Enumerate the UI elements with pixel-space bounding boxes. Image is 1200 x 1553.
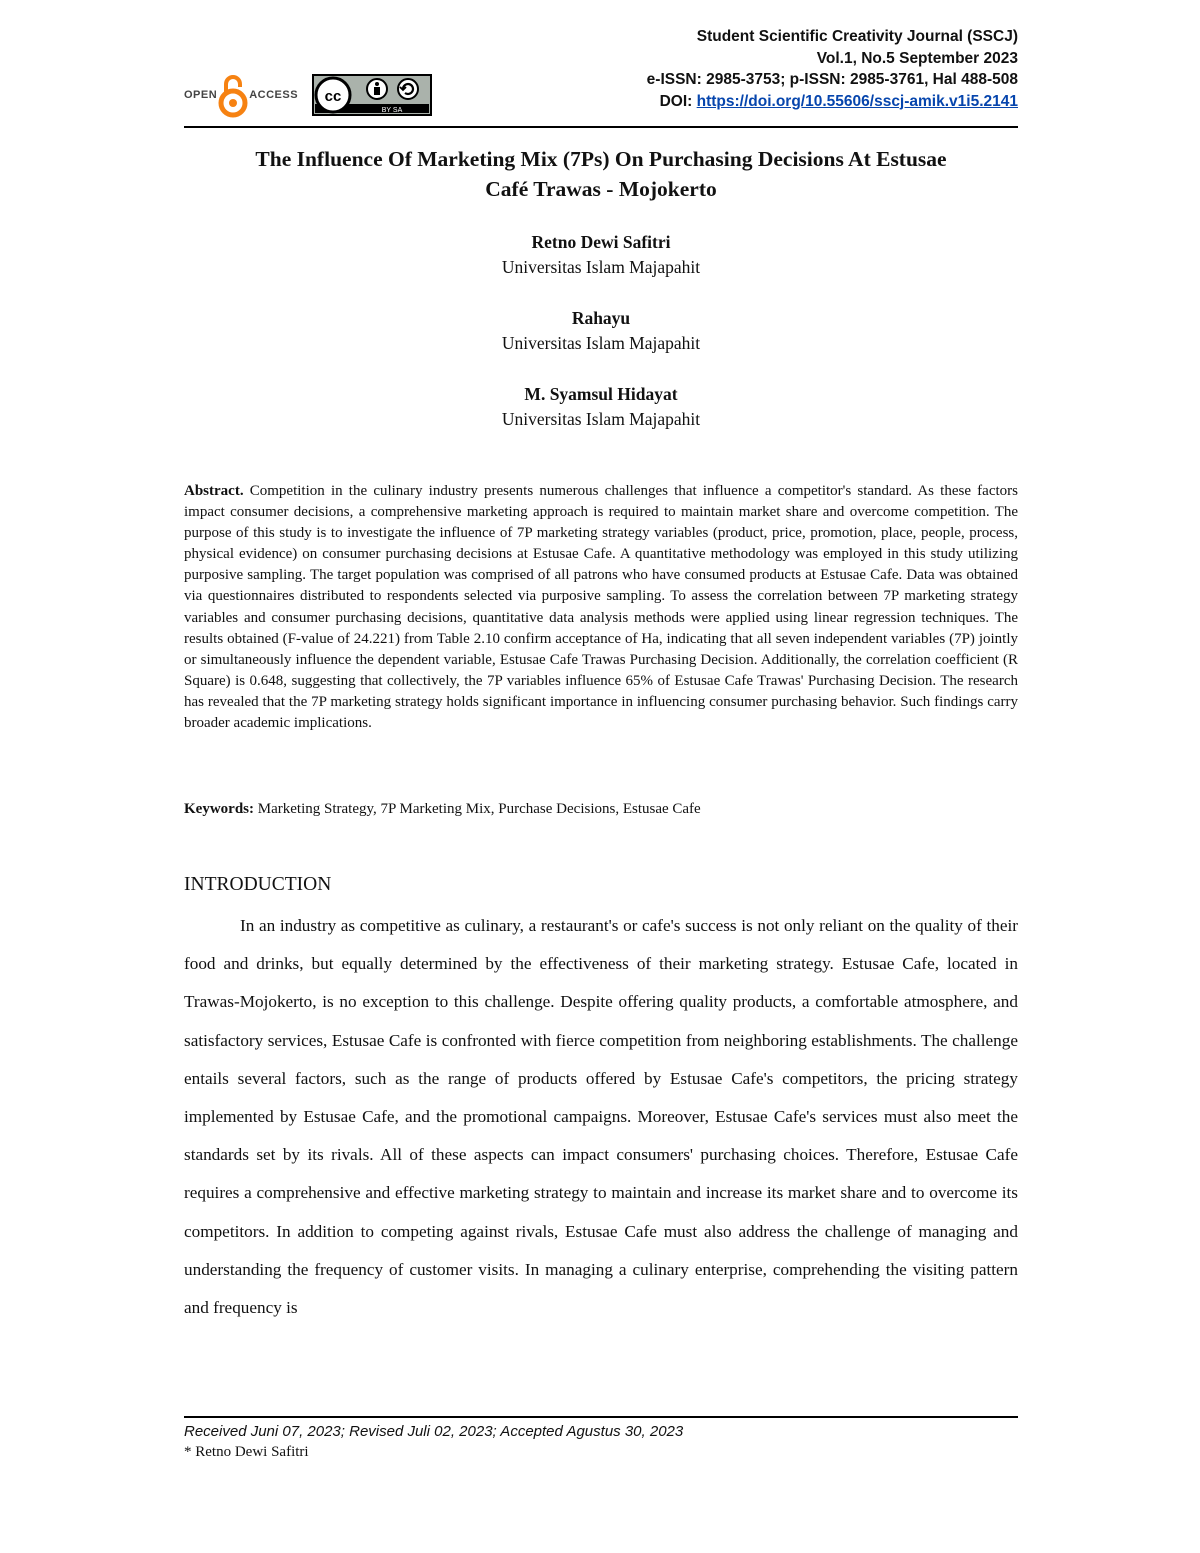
journal-info (647, 26, 1018, 112)
keywords-text: Marketing Strategy, 7P Marketing Mix, Purchase Decisions, Estusae Cafe (254, 801, 701, 817)
author-name: Retno Dewi Safitri (531, 232, 671, 252)
keywords (184, 799, 1018, 820)
svg-text:cc: cc (324, 88, 342, 105)
open-access-logo (184, 72, 298, 118)
corresponding-author: * Retno Dewi Safitri (184, 1444, 309, 1460)
submission-dates: Received Juni 07, 2023; Revised Juli 02, 2023; Accepted Agustus 30, 2023 (184, 1423, 684, 1440)
author-affiliation: Universitas Islam Majapahit (501, 409, 701, 429)
author-block (184, 306, 1018, 356)
intro-paragraph: In an industry as competitive as culinary, a restaurant's or cafe's success is not only reliant on the quality of their food and drinks, but equally determined by the effectiveness of their marketing strategy. Estusae Cafe, located in Trawas-Mojokerto, is no exception to this challenge. Despite offering quality products, a comfortable atmosphere, and satisfactory services, Estusae Cafe is confronted with fierce competition from neighboring establishments. The challenge entails several factors, such as the range of products offered by Estusae Cafe's competitors, the pricing strategy implemented by Estusae Cafe, and the promotional campaigns. Moreover, Estusae Cafe's services must also meet the standards set by its rivals. All of these aspects can impact consumers' purchasing choices. Therefore, Estusae Cafe requires a comprehensive and effective marketing strategy to maintain and increase its market share and to overcome its competitors. In addition to competing against rivals, Estusae Cafe must also address the challenge of managing and understanding the frequency of customer visits. In managing a culinary enterprise, comprehending the visiting pattern and frequency is (184, 916, 1018, 1318)
footer (184, 1422, 1018, 1462)
section-heading: INTRODUCTION (184, 874, 332, 895)
open-access-text-right: ACCESS (249, 89, 299, 101)
abstract-label: Abstract. (184, 483, 244, 499)
author-block (184, 230, 1018, 280)
abstract (184, 481, 1018, 734)
cc-by-sa-badge (312, 74, 432, 116)
journal-issn: e-ISSN: 2985-3753; p-ISSN: 2985-3761, Hal 488-508 (646, 71, 1018, 88)
footer-divider (184, 1416, 1018, 1418)
author-affiliation: Universitas Islam Majapahit (501, 257, 701, 277)
journal-doi (647, 91, 1018, 113)
keywords-label: Keywords: (184, 801, 254, 817)
journal-volume: Vol.1, No.5 September 2023 (816, 49, 1018, 67)
license-logos (184, 70, 432, 120)
paper-title (184, 144, 1018, 204)
doi-label: DOI: (659, 92, 697, 110)
author-name: M. Syamsul Hidayat (524, 384, 678, 404)
header-divider (184, 126, 1018, 128)
open-access-text-left: OPEN (184, 89, 218, 101)
cc-badge-text: BY SA (381, 107, 403, 114)
open-lock-icon (218, 72, 248, 118)
abstract-text: Competition in the culinary industry presents numerous challenges that influence a competitor's standard. As these factors impact consumer decisions, a comprehensive marketing approach is required to maintain market share and overcome competition. The purpose of this study is to investigate the influence of 7P marketing strategy variables (product, price, promotion, place, people, process, physical evidence) on consumer purchasing decisions at Estusae Cafe. A quantitative methodology was employed in this study utilizing purposive sampling. The target population was comprised of all patrons who have consumed products at Estusae Cafe. Data was obtained via questionnaires distributed to respondents selected via purposive sampling. To assess the correlation between 7P marketing strategy variables and consumer purchasing decisions, quantitative data analysis methods were applied using linear regression techniques. The results obtained (F-value of 24.221) from Table 2.10 confirm acceptance of Ha, indicating that all seven independent variables (7P) jointly or simultaneously influence the dependent variable, Estusae Cafe Trawas Purchasing Decision. Additionally, the correlation coefficient (R Square) is 0.648, suggesting that collectively, the 7P variables influence 65% of Estusae Cafe Trawas' Purchasing Decision. The research has revealed that the 7P marketing strategy holds significant importance in influencing consumer purchasing behavior. Such findings carry broader academic implications. (184, 483, 1018, 732)
paper-title-line-2: Café Trawas - Mojokerto (485, 177, 717, 201)
author-name: Rahayu (571, 308, 631, 328)
journal-name: Student Scientific Creativity Journal (SSCJ) (696, 28, 1018, 45)
doi-link[interactable]: https://doi.org/10.55606/sscj-amik.v1i5.2141 (696, 92, 1018, 110)
paper-title-line-1: The Influence Of Marketing Mix (7Ps) On Purchasing Decisions At Estusae (255, 147, 947, 171)
author-affiliation: Universitas Islam Majapahit (501, 333, 701, 353)
author-block (184, 382, 1018, 432)
journal-header (184, 26, 1018, 126)
